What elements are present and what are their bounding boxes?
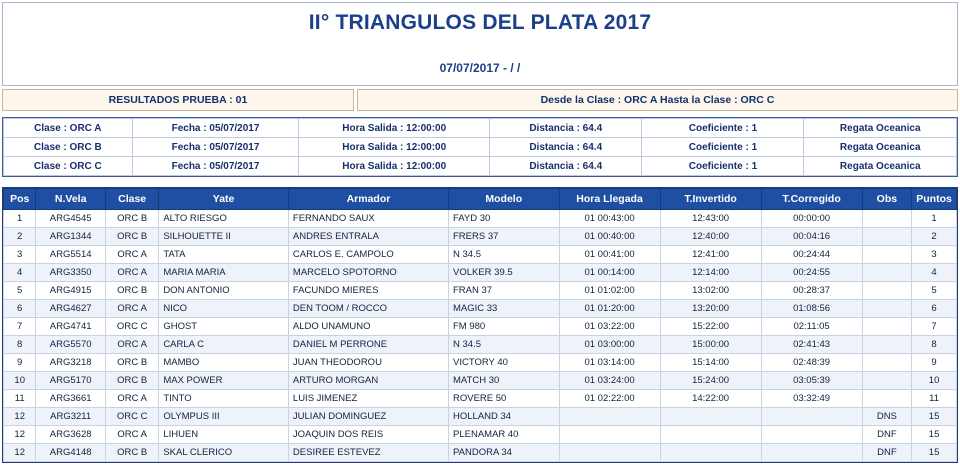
cell-puntos: 7 bbox=[912, 318, 957, 336]
cell-clase: ORC B bbox=[105, 354, 158, 372]
cell-t-corregido: 00:28:37 bbox=[761, 282, 862, 300]
cell-hora-llegada: 01 00:41:00 bbox=[559, 246, 660, 264]
cell-puntos: 2 bbox=[912, 228, 957, 246]
cell-obs bbox=[862, 228, 912, 246]
table-row bbox=[4, 354, 957, 372]
cell-yate: MAX POWER bbox=[159, 372, 289, 390]
cell-nvela: ARG4545 bbox=[36, 210, 106, 228]
cell-obs bbox=[862, 318, 912, 336]
cell-t-corregido bbox=[761, 426, 862, 444]
clase-distancia: Distancia : 64.4 bbox=[490, 157, 642, 176]
cell-nvela: ARG3628 bbox=[36, 426, 106, 444]
cell-pos: 7 bbox=[4, 318, 36, 336]
cell-pos: 10 bbox=[4, 372, 36, 390]
cell-t-invertido: 15:00:00 bbox=[660, 336, 761, 354]
cell-armador: DANIEL M PERRONE bbox=[288, 336, 448, 354]
cell-yate: GHOST bbox=[159, 318, 289, 336]
cell-modelo: ROVERE 50 bbox=[449, 390, 560, 408]
cell-modelo: HOLLAND 34 bbox=[449, 408, 560, 426]
cell-obs bbox=[862, 300, 912, 318]
table-row bbox=[4, 408, 957, 426]
cell-puntos: 6 bbox=[912, 300, 957, 318]
cell-armador: CARLOS E. CAMPOLO bbox=[288, 246, 448, 264]
cell-t-invertido bbox=[660, 444, 761, 462]
prueba-label: RESULTADOS PRUEBA : 01 bbox=[2, 89, 354, 111]
cell-clase: ORC A bbox=[105, 336, 158, 354]
clase-tipo: Regata Oceanica bbox=[804, 119, 957, 138]
cell-t-corregido: 02:48:39 bbox=[761, 354, 862, 372]
cell-modelo: VICTORY 40 bbox=[449, 354, 560, 372]
cell-puntos: 4 bbox=[912, 264, 957, 282]
table-row bbox=[4, 372, 957, 390]
cell-armador: MARCELO SPOTORNO bbox=[288, 264, 448, 282]
cell-puntos: 9 bbox=[912, 354, 957, 372]
table-row bbox=[4, 426, 957, 444]
cell-yate: CARLA C bbox=[159, 336, 289, 354]
cell-pos: 1 bbox=[4, 210, 36, 228]
cell-armador: DESIREE ESTEVEZ bbox=[288, 444, 448, 462]
cell-pos: 2 bbox=[4, 228, 36, 246]
cell-armador: ARTURO MORGAN bbox=[288, 372, 448, 390]
table-row bbox=[4, 282, 957, 300]
cell-yate: OLYMPUS III bbox=[159, 408, 289, 426]
cell-yate: SKAL CLERICO bbox=[159, 444, 289, 462]
results-body bbox=[4, 210, 957, 462]
cell-nvela: ARG1344 bbox=[36, 228, 106, 246]
cell-armador: JOAQUIN DOS REIS bbox=[288, 426, 448, 444]
cell-clase: ORC A bbox=[105, 390, 158, 408]
cell-modelo: VOLKER 39.5 bbox=[449, 264, 560, 282]
cell-hora-llegada: 01 01:20:00 bbox=[559, 300, 660, 318]
clase-tipo: Regata Oceanica bbox=[804, 138, 957, 157]
cell-obs bbox=[862, 282, 912, 300]
cell-t-invertido: 13:20:00 bbox=[660, 300, 761, 318]
col-obs: Obs bbox=[862, 189, 912, 210]
col-t-invertido: T.Invertido bbox=[660, 189, 761, 210]
cell-clase: ORC B bbox=[105, 228, 158, 246]
cell-nvela: ARG4627 bbox=[36, 300, 106, 318]
clase-fecha: Fecha : 05/07/2017 bbox=[132, 157, 299, 176]
cell-hora-llegada: 01 03:00:00 bbox=[559, 336, 660, 354]
cell-obs bbox=[862, 210, 912, 228]
cell-hora-llegada bbox=[559, 444, 660, 462]
col-pos: Pos bbox=[4, 189, 36, 210]
cell-t-corregido: 00:00:00 bbox=[761, 210, 862, 228]
col-nvela: N.Vela bbox=[36, 189, 106, 210]
cell-hora-llegada: 01 01:02:00 bbox=[559, 282, 660, 300]
cell-pos: 12 bbox=[4, 426, 36, 444]
cell-pos: 12 bbox=[4, 408, 36, 426]
cell-t-invertido: 13:02:00 bbox=[660, 282, 761, 300]
cell-nvela: ARG5514 bbox=[36, 246, 106, 264]
col-modelo: Modelo bbox=[449, 189, 560, 210]
cell-obs bbox=[862, 264, 912, 282]
page-title: II° TRIANGULOS DEL PLATA 2017 bbox=[308, 11, 652, 34]
title-block bbox=[2, 2, 958, 86]
cell-obs bbox=[862, 246, 912, 264]
cell-modelo: N 34.5 bbox=[449, 246, 560, 264]
cell-clase: ORC C bbox=[105, 408, 158, 426]
cell-obs bbox=[862, 390, 912, 408]
cell-armador: DEN TOOM / ROCCO bbox=[288, 300, 448, 318]
results-table bbox=[2, 187, 958, 463]
cell-clase: ORC B bbox=[105, 282, 158, 300]
cell-yate: TATA bbox=[159, 246, 289, 264]
table-row bbox=[4, 246, 957, 264]
cell-pos: 6 bbox=[4, 300, 36, 318]
cell-pos: 3 bbox=[4, 246, 36, 264]
clase-coeficiente: Coeficiente : 1 bbox=[642, 138, 804, 157]
cell-t-invertido: 14:22:00 bbox=[660, 390, 761, 408]
cell-clase: ORC A bbox=[105, 246, 158, 264]
clase-name: Clase : ORC B bbox=[4, 138, 133, 157]
cell-puntos: 1 bbox=[912, 210, 957, 228]
cell-puntos: 11 bbox=[912, 390, 957, 408]
cell-yate: MAMBO bbox=[159, 354, 289, 372]
cell-pos: 9 bbox=[4, 354, 36, 372]
table-row bbox=[4, 300, 957, 318]
cell-modelo: FM 980 bbox=[449, 318, 560, 336]
cell-modelo: N 34.5 bbox=[449, 336, 560, 354]
cell-hora-llegada: 01 03:14:00 bbox=[559, 354, 660, 372]
cell-clase: ORC A bbox=[105, 300, 158, 318]
clase-info-row bbox=[4, 157, 957, 176]
cell-t-corregido: 01:08:56 bbox=[761, 300, 862, 318]
cell-clase: ORC A bbox=[105, 426, 158, 444]
cell-modelo: MAGIC 33 bbox=[449, 300, 560, 318]
cell-modelo: FRAN 37 bbox=[449, 282, 560, 300]
cell-clase: ORC B bbox=[105, 372, 158, 390]
cell-t-corregido: 00:24:55 bbox=[761, 264, 862, 282]
clase-distancia: Distancia : 64.4 bbox=[490, 138, 642, 157]
cell-hora-llegada: 01 03:24:00 bbox=[559, 372, 660, 390]
clase-range-label: Desde la Clase : ORC A Hasta la Clase : ORC C bbox=[357, 89, 958, 111]
page-subtitle: 07/07/2017 - / / bbox=[439, 61, 521, 75]
cell-nvela: ARG3661 bbox=[36, 390, 106, 408]
cell-t-corregido: 03:05:39 bbox=[761, 372, 862, 390]
table-row bbox=[4, 318, 957, 336]
cell-clase: ORC C bbox=[105, 318, 158, 336]
cell-obs: DNF bbox=[862, 444, 912, 462]
clase-hora-salida: Hora Salida : 12:00:00 bbox=[299, 138, 490, 157]
cell-puntos: 5 bbox=[912, 282, 957, 300]
table-row bbox=[4, 336, 957, 354]
cell-obs bbox=[862, 354, 912, 372]
table-row bbox=[4, 264, 957, 282]
cell-pos: 12 bbox=[4, 444, 36, 462]
cell-t-corregido: 02:11:05 bbox=[761, 318, 862, 336]
clase-distancia: Distancia : 64.4 bbox=[490, 119, 642, 138]
cell-yate: TINTO bbox=[159, 390, 289, 408]
cell-hora-llegada: 01 00:14:00 bbox=[559, 264, 660, 282]
table-row bbox=[4, 210, 957, 228]
cell-obs: DNS bbox=[862, 408, 912, 426]
clase-fecha: Fecha : 05/07/2017 bbox=[132, 138, 299, 157]
cell-armador: JUAN THEODOROU bbox=[288, 354, 448, 372]
clase-fecha: Fecha : 05/07/2017 bbox=[132, 119, 299, 138]
cell-modelo: PANDORA 34 bbox=[449, 444, 560, 462]
clase-hora-salida: Hora Salida : 12:00:00 bbox=[299, 119, 490, 138]
col-hora-llegada: Hora Llegada bbox=[559, 189, 660, 210]
col-clase: Clase bbox=[105, 189, 158, 210]
cell-pos: 4 bbox=[4, 264, 36, 282]
cell-obs bbox=[862, 372, 912, 390]
cell-nvela: ARG5170 bbox=[36, 372, 106, 390]
cell-nvela: ARG4148 bbox=[36, 444, 106, 462]
cell-puntos: 15 bbox=[912, 426, 957, 444]
clase-coeficiente: Coeficiente : 1 bbox=[642, 157, 804, 176]
cell-t-invertido: 15:22:00 bbox=[660, 318, 761, 336]
clase-info-row bbox=[4, 119, 957, 138]
cell-pos: 5 bbox=[4, 282, 36, 300]
cell-obs: DNF bbox=[862, 426, 912, 444]
cell-yate: LIHUEN bbox=[159, 426, 289, 444]
cell-modelo: FRERS 37 bbox=[449, 228, 560, 246]
cell-obs bbox=[862, 336, 912, 354]
cell-pos: 11 bbox=[4, 390, 36, 408]
cell-t-corregido: 00:24:44 bbox=[761, 246, 862, 264]
cell-t-invertido: 12:43:00 bbox=[660, 210, 761, 228]
results-header-row bbox=[4, 189, 957, 210]
cell-armador: JULIAN DOMINGUEZ bbox=[288, 408, 448, 426]
header-strip bbox=[2, 89, 958, 111]
cell-armador: FACUNDO MIERES bbox=[288, 282, 448, 300]
cell-t-invertido: 12:41:00 bbox=[660, 246, 761, 264]
cell-puntos: 3 bbox=[912, 246, 957, 264]
results-header bbox=[4, 189, 957, 210]
cell-clase: ORC A bbox=[105, 264, 158, 282]
clase-info-row bbox=[4, 138, 957, 157]
table-row bbox=[4, 444, 957, 462]
cell-t-invertido bbox=[660, 426, 761, 444]
cell-puntos: 15 bbox=[912, 408, 957, 426]
clase-tipo: Regata Oceanica bbox=[804, 157, 957, 176]
cell-t-invertido: 15:24:00 bbox=[660, 372, 761, 390]
cell-nvela: ARG4915 bbox=[36, 282, 106, 300]
cell-modelo: PLENAMAR 40 bbox=[449, 426, 560, 444]
cell-t-corregido: 00:04:16 bbox=[761, 228, 862, 246]
cell-clase: ORC B bbox=[105, 444, 158, 462]
cell-pos: 8 bbox=[4, 336, 36, 354]
clase-name: Clase : ORC A bbox=[4, 119, 133, 138]
col-armador: Armador bbox=[288, 189, 448, 210]
cell-hora-llegada: 01 00:43:00 bbox=[559, 210, 660, 228]
cell-puntos: 8 bbox=[912, 336, 957, 354]
cell-nvela: ARG3218 bbox=[36, 354, 106, 372]
cell-clase: ORC B bbox=[105, 210, 158, 228]
cell-nvela: ARG5570 bbox=[36, 336, 106, 354]
cell-hora-llegada: 01 00:40:00 bbox=[559, 228, 660, 246]
cell-hora-llegada bbox=[559, 426, 660, 444]
cell-t-corregido bbox=[761, 444, 862, 462]
cell-puntos: 10 bbox=[912, 372, 957, 390]
cell-nvela: ARG4741 bbox=[36, 318, 106, 336]
cell-armador: ANDRES ENTRALA bbox=[288, 228, 448, 246]
clase-coeficiente: Coeficiente : 1 bbox=[642, 119, 804, 138]
cell-armador: FERNANDO SAUX bbox=[288, 210, 448, 228]
clase-name: Clase : ORC C bbox=[4, 157, 133, 176]
cell-t-corregido bbox=[761, 408, 862, 426]
cell-t-invertido: 15:14:00 bbox=[660, 354, 761, 372]
cell-t-invertido: 12:40:00 bbox=[660, 228, 761, 246]
table-row bbox=[4, 228, 957, 246]
cell-t-invertido: 12:14:00 bbox=[660, 264, 761, 282]
cell-yate: DON ANTONIO bbox=[159, 282, 289, 300]
cell-nvela: ARG3350 bbox=[36, 264, 106, 282]
clase-info-body bbox=[4, 119, 957, 176]
cell-armador: ALDO UNAMUNO bbox=[288, 318, 448, 336]
cell-t-corregido: 02:41:43 bbox=[761, 336, 862, 354]
cell-yate: ALTO RIESGO bbox=[159, 210, 289, 228]
cell-armador: LUIS JIMENEZ bbox=[288, 390, 448, 408]
table-row bbox=[4, 390, 957, 408]
clase-hora-salida: Hora Salida : 12:00:00 bbox=[299, 157, 490, 176]
col-t-corregido: T.Corregido bbox=[761, 189, 862, 210]
cell-nvela: ARG3211 bbox=[36, 408, 106, 426]
cell-hora-llegada: 01 02:22:00 bbox=[559, 390, 660, 408]
cell-modelo: MATCH 30 bbox=[449, 372, 560, 390]
cell-yate: NICO bbox=[159, 300, 289, 318]
cell-hora-llegada: 01 03:22:00 bbox=[559, 318, 660, 336]
cell-t-invertido bbox=[660, 408, 761, 426]
cell-puntos: 15 bbox=[912, 444, 957, 462]
cell-yate: MARIA MARIA bbox=[159, 264, 289, 282]
cell-t-corregido: 03:32:49 bbox=[761, 390, 862, 408]
cell-yate: SILHOUETTE II bbox=[159, 228, 289, 246]
col-yate: Yate bbox=[159, 189, 289, 210]
cell-modelo: FAYD 30 bbox=[449, 210, 560, 228]
col-puntos: Puntos bbox=[912, 189, 957, 210]
clase-info-table bbox=[2, 117, 958, 177]
cell-hora-llegada bbox=[559, 408, 660, 426]
